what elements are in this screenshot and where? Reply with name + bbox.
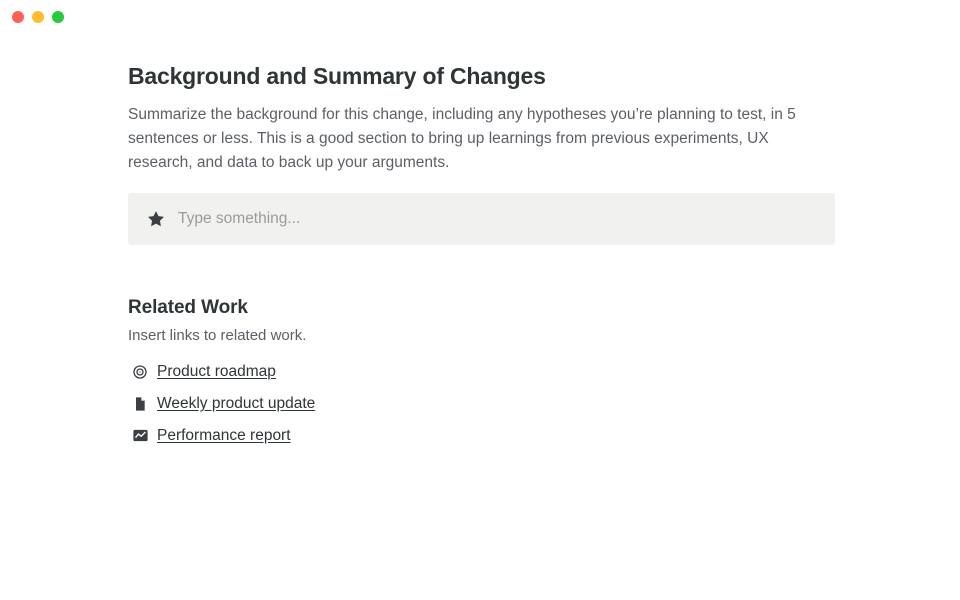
traffic-lights	[12, 11, 64, 23]
document-body	[0, 34, 960, 452]
page-title: Background and Summary of Changes	[128, 63, 546, 89]
related-work-description: Insert links to related work.	[128, 326, 307, 344]
maximize-button[interactable]	[52, 11, 64, 23]
list-item[interactable]	[128, 388, 832, 420]
target-icon	[131, 363, 149, 381]
related-link-label[interactable]: Product roadmap	[157, 362, 276, 380]
section-description: Summarize the background for this change, including any hypotheses you’re planning to test, in 5 sentences or less. This is a good section to bring up learnings from previous experiments, UX research, and data to back up your arguments.	[128, 105, 796, 171]
minimize-button[interactable]	[32, 11, 44, 23]
related-work-title: Related Work	[128, 296, 248, 318]
related-link-label[interactable]: Weekly product update	[157, 394, 316, 412]
title-bar	[0, 0, 960, 34]
list-item[interactable]	[128, 420, 832, 452]
close-button[interactable]	[12, 11, 24, 23]
star-icon	[146, 209, 166, 229]
document-icon	[131, 395, 149, 413]
related-link-label[interactable]: Performance report	[157, 426, 291, 444]
text-input-block[interactable]	[128, 193, 835, 245]
list-item[interactable]	[128, 356, 832, 388]
related-work-section	[128, 297, 832, 452]
text-input-placeholder: Type something...	[178, 209, 301, 227]
chart-icon	[131, 427, 149, 445]
